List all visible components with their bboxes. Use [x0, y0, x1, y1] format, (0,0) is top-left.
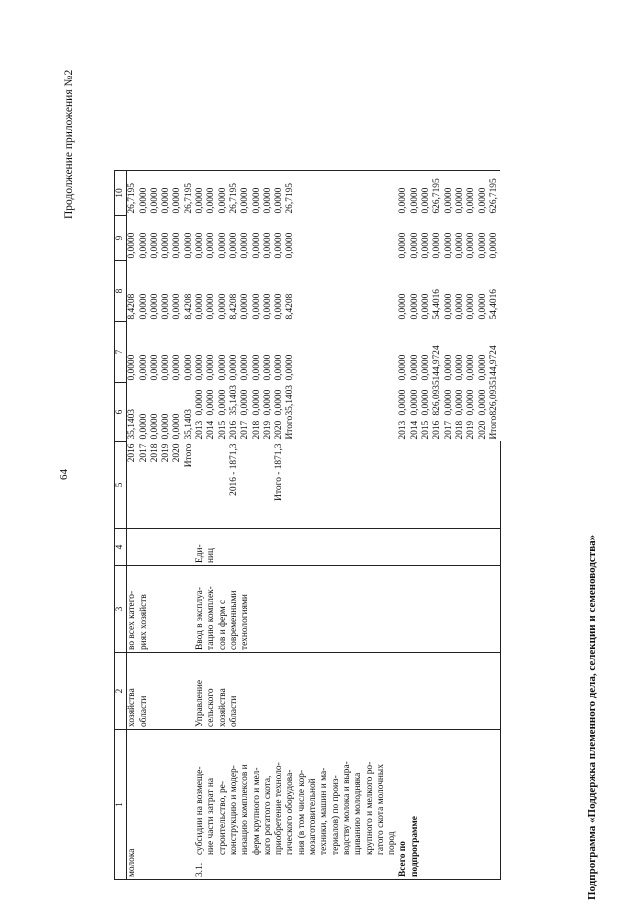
- cell-line: 0,0000: [398, 232, 409, 259]
- cell-line: 26,7195: [127, 183, 138, 214]
- cell-line: 2017: [240, 420, 251, 440]
- row-a-col-10: [127, 171, 195, 216]
- cell-line: 0,0000: [421, 232, 432, 259]
- cell-line: 0,0000: [274, 389, 285, 416]
- row-a-indicator: во всех катего- риях хозяйств: [127, 566, 195, 653]
- cell-line: 626,7195: [432, 178, 443, 214]
- cell-line: 0,0000: [285, 232, 296, 259]
- row-a-col-6: [127, 383, 195, 442]
- cell-line: 0,0000: [251, 293, 262, 320]
- page-number: 64: [58, 469, 70, 480]
- header-col-7: 7: [115, 322, 127, 383]
- cell-line: 2017: [138, 443, 149, 463]
- cell-line: 0,0000: [477, 354, 488, 381]
- cell-line: 0,0000: [454, 232, 465, 259]
- cell-line: 0,0000: [206, 389, 217, 416]
- cell-line: 0,0000: [183, 354, 194, 381]
- row-a-col-8: [127, 261, 195, 322]
- row-a-col-9: [127, 216, 195, 261]
- cell-line: 0,0000: [251, 232, 262, 259]
- cell-line: 2013: [195, 420, 206, 440]
- cell-line: 0,0000: [477, 389, 488, 416]
- cell-line: 0,0000: [398, 389, 409, 416]
- header-col-1: 1: [115, 730, 127, 880]
- cell-line: 0,0000: [443, 293, 454, 320]
- cell-line: 0,0000: [262, 354, 273, 381]
- header-col-5: 5: [115, 442, 127, 529]
- cell-line: 0,0000: [206, 293, 217, 320]
- cell-line: 0,0000: [138, 293, 149, 320]
- cell-line: 0,0000: [262, 187, 273, 214]
- cell-line: 2017: [443, 420, 454, 440]
- cell-line: 0,0000: [251, 389, 262, 416]
- cell-line: 144,9724: [432, 345, 443, 381]
- cell-line: 0,0000: [228, 354, 239, 381]
- cell-line: Итого: [285, 415, 296, 440]
- table-row: [127, 171, 195, 880]
- cell-line: 2018: [454, 420, 465, 440]
- cell-line: 0,0000: [421, 187, 432, 214]
- cell-line: 0,0000: [161, 293, 172, 320]
- cell-line: 0,0000: [262, 232, 273, 259]
- cell-line: 2013: [398, 420, 409, 440]
- cell-line: 0,0000: [183, 232, 194, 259]
- cell-line: 826,0935: [488, 380, 499, 416]
- cell-line: 0,0000: [195, 293, 206, 320]
- cell-line: 2019: [466, 420, 477, 440]
- cell-line: 0,0000: [172, 293, 183, 320]
- cell-line: 0,0000: [285, 354, 296, 381]
- row-b-name: субсидии на возмеще- ние части затрат на строительство, ре- конструкцию и модер- низацию комплексов и ферм крупного и мел- кого рогатого скота, приобретение техноло- гического оборудова- ния (в том числе кор- мозаготовительной техники, машин и ма- териалов) по произ- водству молока и выра- щиванию молодняка крупного и мелкого ро- гатого скота молочных пород: [195, 761, 398, 855]
- row-b-target-value: 2016 - 1871,3: [229, 443, 240, 496]
- cell-line: 0,0000: [138, 187, 149, 214]
- cell-line: 0,0000: [477, 187, 488, 214]
- row-b-indicator: Ввод в эксплуа- тацию комплек- сов и ферм с современными технологиями: [195, 566, 398, 653]
- cell-line: 8,4208: [228, 293, 239, 320]
- cell-line: 0,0000: [138, 354, 149, 381]
- row-c-years: [398, 415, 499, 440]
- cell-line: 2014: [206, 420, 217, 440]
- cell-line: 0,0000: [161, 187, 172, 214]
- row-b-col-6: [195, 383, 398, 442]
- cell-line: 0,0000: [240, 232, 251, 259]
- cell-line: 2019: [262, 420, 273, 440]
- cell-line: 0,0000: [262, 293, 273, 320]
- cell-line: 0,0000: [251, 187, 262, 214]
- cell-line: 0,0000: [149, 232, 160, 259]
- table-row: [398, 171, 500, 880]
- cell-line: 0,0000: [466, 232, 477, 259]
- row-c-unit: [398, 529, 500, 566]
- cell-line: 0,0000: [217, 232, 228, 259]
- header-col-4: 4: [115, 529, 127, 566]
- row-a-executor: хозяйства области: [127, 653, 195, 730]
- row-b-values: [195, 385, 296, 416]
- header-col-10: 10: [115, 171, 127, 216]
- header-col-6: 6: [115, 383, 127, 442]
- cell-line: 0,0000: [127, 354, 138, 381]
- cell-line: 0,0000: [161, 232, 172, 259]
- header-row: [115, 171, 127, 880]
- cell-line: 0,0000: [409, 187, 420, 214]
- cell-line: 0,0000: [217, 293, 228, 320]
- cell-line: 26,7195: [228, 183, 239, 214]
- cell-line: 35,1403: [285, 385, 296, 416]
- cell-line: 0,0000: [398, 293, 409, 320]
- cell-line: 0,0000: [466, 293, 477, 320]
- row-c-indicator: [398, 566, 500, 653]
- cell-line: 0,0000: [477, 232, 488, 259]
- cell-line: 2020: [172, 443, 183, 463]
- cell-line: 0,0000: [443, 187, 454, 214]
- cell-line: 0,0000: [127, 232, 138, 259]
- cell-line: 0,0000: [409, 232, 420, 259]
- cell-line: 0,0000: [172, 354, 183, 381]
- cell-line: 0,0000: [454, 187, 465, 214]
- cell-line: 0,0000: [477, 293, 488, 320]
- cell-line: 0,0000: [251, 354, 262, 381]
- cell-line: 2016: [432, 420, 443, 440]
- cell-line: 26,7195: [285, 183, 296, 214]
- cell-line: 826,0935: [432, 380, 443, 416]
- header-col-3: 3: [115, 566, 127, 653]
- cell-line: 0,0000: [240, 293, 251, 320]
- row-c-executor: [398, 653, 500, 730]
- cell-line: 0,0000: [274, 293, 285, 320]
- cell-line: 0,0000: [421, 389, 432, 416]
- cell-line: 0,0000: [195, 389, 206, 416]
- row-c-values: [398, 380, 499, 416]
- row-b-years: [195, 415, 296, 440]
- cell-line: 0,0000: [421, 293, 432, 320]
- cell-line: 54,4016: [488, 289, 499, 320]
- row-a-years: [127, 442, 195, 529]
- cell-line: 0,0000: [149, 293, 160, 320]
- row-b-target-cell: [195, 442, 398, 529]
- cell-line: 2015: [217, 420, 228, 440]
- cell-line: 0,0000: [262, 389, 273, 416]
- cell-line: 8,4208: [285, 293, 296, 320]
- cell-line: 144,9724: [488, 345, 499, 381]
- row-b-col-10: [195, 171, 398, 216]
- cell-line: 0,0000: [443, 389, 454, 416]
- cell-line: 2016: [228, 420, 239, 440]
- cell-line: 26,7195: [183, 183, 194, 214]
- cell-line: 0,0000: [138, 413, 149, 440]
- cell-line: 0,0000: [398, 187, 409, 214]
- cell-line: 8,4208: [183, 293, 194, 320]
- cell-line: 0,0000: [240, 389, 251, 416]
- cell-line: 2016: [127, 443, 138, 463]
- cell-line: 0,0000: [454, 354, 465, 381]
- cell-line: 0,0000: [149, 354, 160, 381]
- row-b-name-cell: [195, 730, 398, 880]
- cell-line: 0,0000: [421, 354, 432, 381]
- table-row: [195, 171, 398, 880]
- row-b-col-9: [195, 216, 398, 261]
- row-c-name: Всего по подпрограмме: [398, 730, 500, 880]
- cell-line: 0,0000: [398, 354, 409, 381]
- cell-line: 2020: [477, 420, 488, 440]
- cell-line: 54,4016: [432, 289, 443, 320]
- cell-line: 0,0000: [217, 354, 228, 381]
- header-col-2: 2: [115, 653, 127, 730]
- cell-line: 0,0000: [206, 354, 217, 381]
- cell-line: 0,0000: [466, 187, 477, 214]
- cell-line: 0,0000: [206, 232, 217, 259]
- cell-line: 626,7195: [488, 178, 499, 214]
- row-c-col-10: [398, 171, 500, 216]
- cell-line: 0,0000: [161, 413, 172, 440]
- header-col-9: 9: [115, 216, 127, 261]
- row-b-target-total: Итого - 1871,3: [274, 443, 285, 501]
- cell-line: 35,1403: [228, 385, 239, 416]
- cell-line: 0,0000: [409, 293, 420, 320]
- cell-line: 0,0000: [149, 187, 160, 214]
- row-b-col-8: [195, 261, 398, 322]
- cell-line: 0,0000: [488, 232, 499, 259]
- cell-line: 0,0000: [466, 389, 477, 416]
- subprogram-title: Подпрограмма «Поддержка племенного дела, селекции и семеноводства»: [586, 534, 598, 900]
- row-a-name: молока: [127, 730, 195, 880]
- cell-line: 0,0000: [172, 232, 183, 259]
- cell-line: 0,0000: [138, 232, 149, 259]
- cell-line: 0,0000: [240, 354, 251, 381]
- row-b-executor: Управление сельского хозяйства области: [195, 653, 398, 730]
- cell-line: 2018: [251, 420, 262, 440]
- cell-line: 0,0000: [274, 232, 285, 259]
- row-a-unit: [127, 529, 195, 566]
- cell-line: 0,0000: [240, 187, 251, 214]
- cell-line: 0,0000: [409, 354, 420, 381]
- cell-line: 2014: [409, 420, 420, 440]
- budget-table-sheet: [114, 30, 624, 880]
- cell-line: 0,0000: [274, 187, 285, 214]
- row-c-col-8: [398, 261, 500, 322]
- cell-line: 0,0000: [195, 187, 206, 214]
- budget-table: [114, 170, 501, 880]
- cell-line: 0,0000: [217, 389, 228, 416]
- cell-line: 0,0000: [217, 187, 228, 214]
- cell-line: 0,0000: [409, 389, 420, 416]
- row-a-col-7: [127, 322, 195, 383]
- row-c-col-7: [398, 322, 500, 383]
- cell-line: 2015: [421, 420, 432, 440]
- cell-line: 0,0000: [274, 354, 285, 381]
- cell-line: 0,0000: [443, 354, 454, 381]
- cell-line: 2018: [149, 443, 160, 463]
- cell-line: 35,1403: [183, 409, 194, 440]
- cell-line: 0,0000: [149, 413, 160, 440]
- cell-line: 0,0000: [206, 187, 217, 214]
- cell-line: 0,0000: [161, 354, 172, 381]
- cell-line: 0,0000: [172, 187, 183, 214]
- cell-line: 2019: [161, 443, 172, 463]
- row-b-col-7: [195, 322, 398, 383]
- cell-line: 0,0000: [466, 354, 477, 381]
- row-c-col-6: [398, 380, 500, 442]
- row-c-col-9: [398, 216, 500, 261]
- cell-line: Итого: [488, 415, 499, 440]
- cell-line: 0,0000: [454, 389, 465, 416]
- cell-line: 0,0000: [195, 232, 206, 259]
- cell-line: 0,0000: [172, 413, 183, 440]
- row-b-number: 3.1.: [195, 862, 206, 877]
- cell-line: Итого: [183, 443, 194, 468]
- row-c-target: [398, 442, 500, 529]
- cell-line: 0,0000: [195, 354, 206, 381]
- header-col-8: 8: [115, 261, 127, 322]
- continuation-label: Продолжение приложения №2: [63, 69, 75, 219]
- cell-line: 0,0000: [454, 293, 465, 320]
- cell-line: 35,1403: [127, 409, 138, 440]
- cell-line: 0,0000: [443, 232, 454, 259]
- cell-line: 0,0000: [228, 232, 239, 259]
- cell-line: 8,4208: [127, 293, 138, 320]
- row-b-unit: Еди- ниц: [195, 529, 398, 566]
- cell-line: 2020: [274, 420, 285, 440]
- cell-line: 0,0000: [432, 232, 443, 259]
